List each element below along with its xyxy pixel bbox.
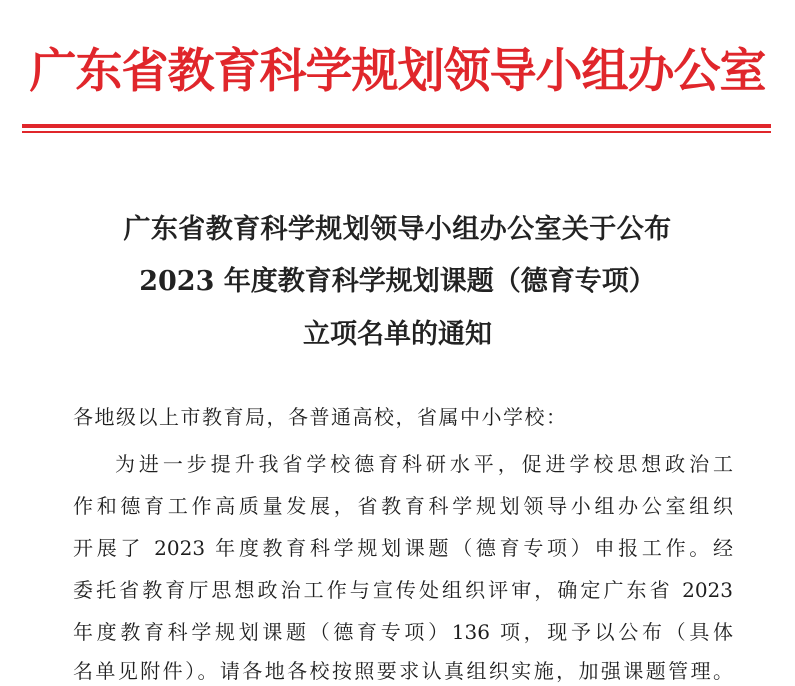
- notice-title-line-3: 立项名单的通知: [303, 319, 492, 350]
- paragraph-line: 年度教育科学规划课题（德育专项）136 项，现予以公布（具体: [73, 620, 733, 644]
- masthead-title: 广东省教育科学规划领导小组办公室: [29, 44, 766, 99]
- notice-title-line-2: 2023 年度教育科学规划课题（德育专项）: [139, 266, 656, 297]
- paragraph-line: 为进一步提升我省学校德育科研水平，促进学校思想政治工: [115, 452, 733, 476]
- paragraph-line: 开展了 2023 年度教育科学规划课题（德育专项）申报工作。经: [73, 536, 733, 560]
- notice-title-line-1: 广东省教育科学规划领导小组办公室关于公布: [123, 214, 672, 245]
- paragraph-line: 名单见附件）。请各地各校按照要求认真组织实施，加强课题管理。: [73, 659, 733, 683]
- paragraph-line: 委托省教育厅思想政治工作与宣传处组织评审，确定广东省 2023: [73, 578, 733, 602]
- masthead-rule-thin: [22, 131, 771, 133]
- paragraph-line: 作和德育工作高质量发展，省教育科学规划领导小组办公室组织: [73, 494, 733, 518]
- masthead-rule-thick: [22, 124, 771, 128]
- salutation: 各地级以上市教育局，各普通高校，省属中小学校：: [73, 405, 568, 429]
